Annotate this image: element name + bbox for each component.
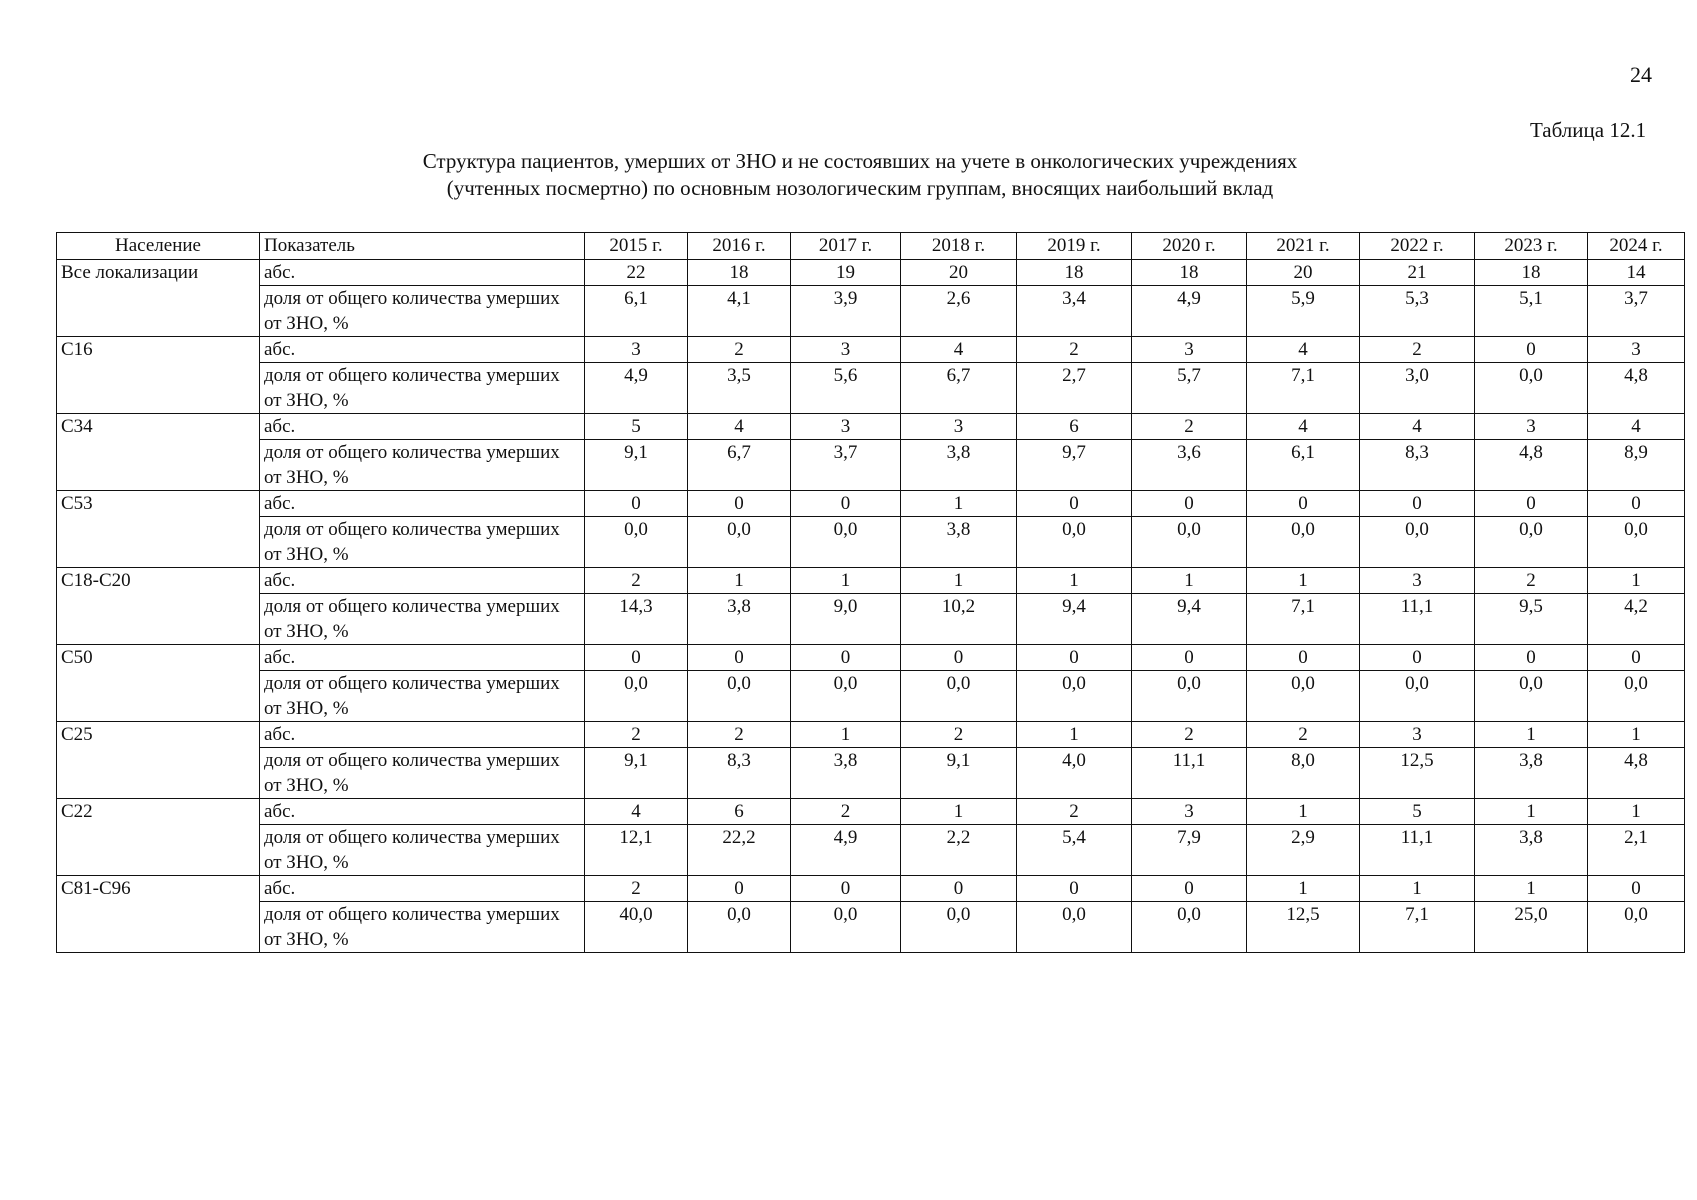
value-cell: 25,0 (1475, 902, 1588, 953)
value-cell: 0 (1017, 645, 1132, 671)
indicator-cell: абс. (260, 414, 585, 440)
table-row (57, 260, 1685, 286)
table-row (57, 363, 1685, 414)
value-cell: 0,0 (1475, 517, 1588, 568)
value-cell: 0 (901, 645, 1017, 671)
value-cell: 6,1 (1247, 440, 1360, 491)
value-cell: 4 (585, 799, 688, 825)
value-cell: 3 (1360, 722, 1475, 748)
value-cell: 8,9 (1588, 440, 1685, 491)
value-cell: 0,0 (688, 671, 791, 722)
header-indicator: Показатель (260, 233, 585, 260)
value-cell: 1 (1475, 876, 1588, 902)
value-cell: 2,1 (1588, 825, 1685, 876)
value-cell: 1 (1475, 799, 1588, 825)
value-cell: 2 (688, 337, 791, 363)
value-cell: 2 (1475, 568, 1588, 594)
table-row (57, 337, 1685, 363)
population-cell: Все локализации (57, 260, 260, 337)
value-cell: 3 (1132, 337, 1247, 363)
table-row (57, 568, 1685, 594)
value-cell: 0,0 (1475, 363, 1588, 414)
value-cell: 0,0 (688, 902, 791, 953)
value-cell: 14 (1588, 260, 1685, 286)
population-cell: С34 (57, 414, 260, 491)
indicator-cell: абс. (260, 876, 585, 902)
value-cell: 0,0 (791, 902, 901, 953)
value-cell: 0,0 (901, 902, 1017, 953)
value-cell: 0,0 (1132, 902, 1247, 953)
value-cell: 0,0 (791, 671, 901, 722)
value-cell: 4,2 (1588, 594, 1685, 645)
value-cell: 18 (688, 260, 791, 286)
population-cell: С53 (57, 491, 260, 568)
value-cell: 1 (1247, 799, 1360, 825)
value-cell: 0,0 (1017, 671, 1132, 722)
value-cell: 8,3 (688, 748, 791, 799)
value-cell: 2 (1247, 722, 1360, 748)
value-cell: 5,6 (791, 363, 901, 414)
value-cell: 4 (1360, 414, 1475, 440)
population-cell: С22 (57, 799, 260, 876)
value-cell: 6,7 (901, 363, 1017, 414)
value-cell: 1 (1360, 876, 1475, 902)
value-cell: 9,1 (901, 748, 1017, 799)
value-cell: 0,0 (791, 517, 901, 568)
value-cell: 0,0 (585, 517, 688, 568)
value-cell: 2 (688, 722, 791, 748)
value-cell: 4,8 (1475, 440, 1588, 491)
value-cell: 5,3 (1360, 286, 1475, 337)
value-cell: 5,9 (1247, 286, 1360, 337)
value-cell: 0 (1588, 645, 1685, 671)
value-cell: 0 (585, 645, 688, 671)
indicator-cell: доля от общего количества умерших от ЗНО, % (260, 363, 585, 414)
value-cell: 4,1 (688, 286, 791, 337)
header-year: 2022 г. (1360, 233, 1475, 260)
value-cell: 0,0 (1017, 517, 1132, 568)
value-cell: 3,8 (901, 517, 1017, 568)
value-cell: 3 (1132, 799, 1247, 825)
value-cell: 3 (1475, 414, 1588, 440)
value-cell: 11,1 (1360, 594, 1475, 645)
value-cell: 20 (901, 260, 1017, 286)
indicator-cell: абс. (260, 337, 585, 363)
value-cell: 4 (1247, 337, 1360, 363)
value-cell: 0 (1017, 491, 1132, 517)
value-cell: 1 (1247, 876, 1360, 902)
value-cell: 1 (688, 568, 791, 594)
header-year: 2015 г. (585, 233, 688, 260)
value-cell: 1 (1475, 722, 1588, 748)
value-cell: 0 (1588, 491, 1685, 517)
value-cell: 2 (585, 876, 688, 902)
table-title-line-1: Структура пациентов, умерших от ЗНО и не состоявших на учете в онкологических учреждениях (422, 149, 1298, 173)
value-cell: 3 (585, 337, 688, 363)
value-cell: 4 (688, 414, 791, 440)
value-cell: 9,4 (1132, 594, 1247, 645)
data-table (56, 232, 1685, 953)
value-cell: 2 (1017, 337, 1132, 363)
value-cell: 0,0 (688, 517, 791, 568)
value-cell: 3,9 (791, 286, 901, 337)
population-cell: С25 (57, 722, 260, 799)
table-row (57, 517, 1685, 568)
indicator-cell: доля от общего количества умерших от ЗНО, % (260, 517, 585, 568)
header-year: 2021 г. (1247, 233, 1360, 260)
population-cell: С18-С20 (57, 568, 260, 645)
value-cell: 1 (901, 491, 1017, 517)
value-cell: 1 (791, 568, 901, 594)
value-cell: 6 (1017, 414, 1132, 440)
indicator-cell: доля от общего количества умерших от ЗНО, % (260, 902, 585, 953)
value-cell: 0 (585, 491, 688, 517)
value-cell: 7,1 (1247, 363, 1360, 414)
value-cell: 18 (1475, 260, 1588, 286)
value-cell: 4 (901, 337, 1017, 363)
value-cell: 6,1 (585, 286, 688, 337)
value-cell: 0 (901, 876, 1017, 902)
indicator-cell: доля от общего количества умерших от ЗНО, % (260, 748, 585, 799)
value-cell: 18 (1017, 260, 1132, 286)
value-cell: 0,0 (1247, 671, 1360, 722)
value-cell: 9,1 (585, 748, 688, 799)
value-cell: 0,0 (1017, 902, 1132, 953)
value-cell: 4,8 (1588, 748, 1685, 799)
value-cell: 0 (791, 876, 901, 902)
value-cell: 2 (901, 722, 1017, 748)
value-cell: 4,9 (585, 363, 688, 414)
value-cell: 5,1 (1475, 286, 1588, 337)
table-title (300, 148, 1420, 202)
value-cell: 11,1 (1360, 825, 1475, 876)
table-row (57, 722, 1685, 748)
value-cell: 0,0 (1132, 671, 1247, 722)
value-cell: 2 (585, 722, 688, 748)
value-cell: 1 (901, 568, 1017, 594)
value-cell: 0,0 (1247, 517, 1360, 568)
header-year: 2020 г. (1132, 233, 1247, 260)
value-cell: 2 (1017, 799, 1132, 825)
table-row (57, 671, 1685, 722)
population-cell: С16 (57, 337, 260, 414)
value-cell: 1 (901, 799, 1017, 825)
value-cell: 0 (688, 491, 791, 517)
table-label: Таблица 12.1 (1530, 118, 1647, 142)
value-cell: 9,4 (1017, 594, 1132, 645)
value-cell: 18 (1132, 260, 1247, 286)
value-cell: 3,8 (688, 594, 791, 645)
value-cell: 0 (1360, 645, 1475, 671)
value-cell: 21 (1360, 260, 1475, 286)
value-cell: 1 (1132, 568, 1247, 594)
value-cell: 10,2 (901, 594, 1017, 645)
value-cell: 0,0 (1132, 517, 1247, 568)
indicator-cell: абс. (260, 645, 585, 671)
value-cell: 2,9 (1247, 825, 1360, 876)
value-cell: 2,7 (1017, 363, 1132, 414)
value-cell: 4,9 (791, 825, 901, 876)
value-cell: 3,5 (688, 363, 791, 414)
value-cell: 7,1 (1247, 594, 1360, 645)
value-cell: 1 (1588, 568, 1685, 594)
value-cell: 0 (1017, 876, 1132, 902)
value-cell: 3,6 (1132, 440, 1247, 491)
value-cell: 4 (1247, 414, 1360, 440)
header-year: 2024 г. (1588, 233, 1685, 260)
value-cell: 12,1 (585, 825, 688, 876)
value-cell: 6 (688, 799, 791, 825)
value-cell: 0 (1360, 491, 1475, 517)
value-cell: 5,4 (1017, 825, 1132, 876)
value-cell: 1 (791, 722, 901, 748)
value-cell: 3,0 (1360, 363, 1475, 414)
value-cell: 3,8 (1475, 825, 1588, 876)
value-cell: 7,9 (1132, 825, 1247, 876)
table-row (57, 286, 1685, 337)
value-cell: 12,5 (1360, 748, 1475, 799)
value-cell: 2,6 (901, 286, 1017, 337)
table-row (57, 902, 1685, 953)
table-row (57, 876, 1685, 902)
value-cell: 3 (1360, 568, 1475, 594)
header-year: 2019 г. (1017, 233, 1132, 260)
indicator-cell: абс. (260, 799, 585, 825)
header-year: 2016 г. (688, 233, 791, 260)
value-cell: 4 (1588, 414, 1685, 440)
indicator-cell: абс. (260, 722, 585, 748)
population-cell: С81-С96 (57, 876, 260, 953)
value-cell: 11,1 (1132, 748, 1247, 799)
value-cell: 0 (688, 645, 791, 671)
indicator-cell: абс. (260, 491, 585, 517)
value-cell: 0 (1247, 491, 1360, 517)
indicator-cell: доля от общего количества умерших от ЗНО, % (260, 671, 585, 722)
value-cell: 0 (1475, 645, 1588, 671)
value-cell: 9,0 (791, 594, 901, 645)
header-population: Население (57, 233, 260, 260)
value-cell: 1 (1017, 568, 1132, 594)
value-cell: 0 (1132, 491, 1247, 517)
value-cell: 19 (791, 260, 901, 286)
value-cell: 2 (791, 799, 901, 825)
value-cell: 3,7 (791, 440, 901, 491)
value-cell: 3,4 (1017, 286, 1132, 337)
indicator-cell: доля от общего количества умерших от ЗНО, % (260, 594, 585, 645)
table-row (57, 491, 1685, 517)
value-cell: 4,8 (1588, 363, 1685, 414)
value-cell: 0,0 (1360, 517, 1475, 568)
value-cell: 0,0 (1588, 517, 1685, 568)
header-year: 2018 г. (901, 233, 1017, 260)
value-cell: 3,8 (791, 748, 901, 799)
value-cell: 3 (1588, 337, 1685, 363)
indicator-cell: доля от общего количества умерших от ЗНО, % (260, 440, 585, 491)
value-cell: 5,7 (1132, 363, 1247, 414)
table-row (57, 748, 1685, 799)
indicator-cell: доля от общего количества умерших от ЗНО, % (260, 286, 585, 337)
table-row (57, 799, 1685, 825)
value-cell: 9,7 (1017, 440, 1132, 491)
value-cell: 22,2 (688, 825, 791, 876)
value-cell: 9,5 (1475, 594, 1588, 645)
value-cell: 1 (1588, 722, 1685, 748)
value-cell: 4,0 (1017, 748, 1132, 799)
value-cell: 0 (1475, 337, 1588, 363)
header-year: 2017 г. (791, 233, 901, 260)
table-row (57, 414, 1685, 440)
table-row (57, 440, 1685, 491)
table-row (57, 825, 1685, 876)
table-title-line-2: (учтенных посмертно) по основным нозологическим группам, вносящих наибольший вклад (446, 176, 1274, 200)
value-cell: 22 (585, 260, 688, 286)
table-row (57, 594, 1685, 645)
value-cell: 2 (1132, 414, 1247, 440)
value-cell: 0 (1588, 876, 1685, 902)
value-cell: 2,2 (901, 825, 1017, 876)
value-cell: 5 (585, 414, 688, 440)
value-cell: 0 (1132, 645, 1247, 671)
value-cell: 1 (1588, 799, 1685, 825)
value-cell: 12,5 (1247, 902, 1360, 953)
value-cell: 9,1 (585, 440, 688, 491)
value-cell: 5 (1360, 799, 1475, 825)
value-cell: 0 (1475, 491, 1588, 517)
value-cell: 2 (1132, 722, 1247, 748)
value-cell: 6,7 (688, 440, 791, 491)
value-cell: 0 (1247, 645, 1360, 671)
value-cell: 0,0 (1588, 671, 1685, 722)
header-year: 2023 г. (1475, 233, 1588, 260)
value-cell: 0 (791, 645, 901, 671)
value-cell: 0 (688, 876, 791, 902)
value-cell: 3,8 (901, 440, 1017, 491)
value-cell: 8,0 (1247, 748, 1360, 799)
value-cell: 3 (791, 414, 901, 440)
value-cell: 7,1 (1360, 902, 1475, 953)
value-cell: 40,0 (585, 902, 688, 953)
value-cell: 14,3 (585, 594, 688, 645)
value-cell: 3,7 (1588, 286, 1685, 337)
population-cell: С50 (57, 645, 260, 722)
value-cell: 1 (1017, 722, 1132, 748)
value-cell: 20 (1247, 260, 1360, 286)
value-cell: 3 (901, 414, 1017, 440)
value-cell: 4,9 (1132, 286, 1247, 337)
value-cell: 0 (1132, 876, 1247, 902)
value-cell: 0,0 (1588, 902, 1685, 953)
page-number: 24 (1630, 62, 1652, 87)
value-cell: 0,0 (585, 671, 688, 722)
value-cell: 0,0 (1475, 671, 1588, 722)
value-cell: 0,0 (901, 671, 1017, 722)
value-cell: 3,8 (1475, 748, 1588, 799)
value-cell: 8,3 (1360, 440, 1475, 491)
indicator-cell: абс. (260, 260, 585, 286)
value-cell: 2 (585, 568, 688, 594)
value-cell: 0,0 (1360, 671, 1475, 722)
indicator-cell: доля от общего количества умерших от ЗНО, % (260, 825, 585, 876)
header-row (57, 233, 1685, 260)
value-cell: 1 (1247, 568, 1360, 594)
table-row (57, 645, 1685, 671)
value-cell: 2 (1360, 337, 1475, 363)
indicator-cell: абс. (260, 568, 585, 594)
value-cell: 0 (791, 491, 901, 517)
value-cell: 3 (791, 337, 901, 363)
table-body (57, 260, 1685, 953)
